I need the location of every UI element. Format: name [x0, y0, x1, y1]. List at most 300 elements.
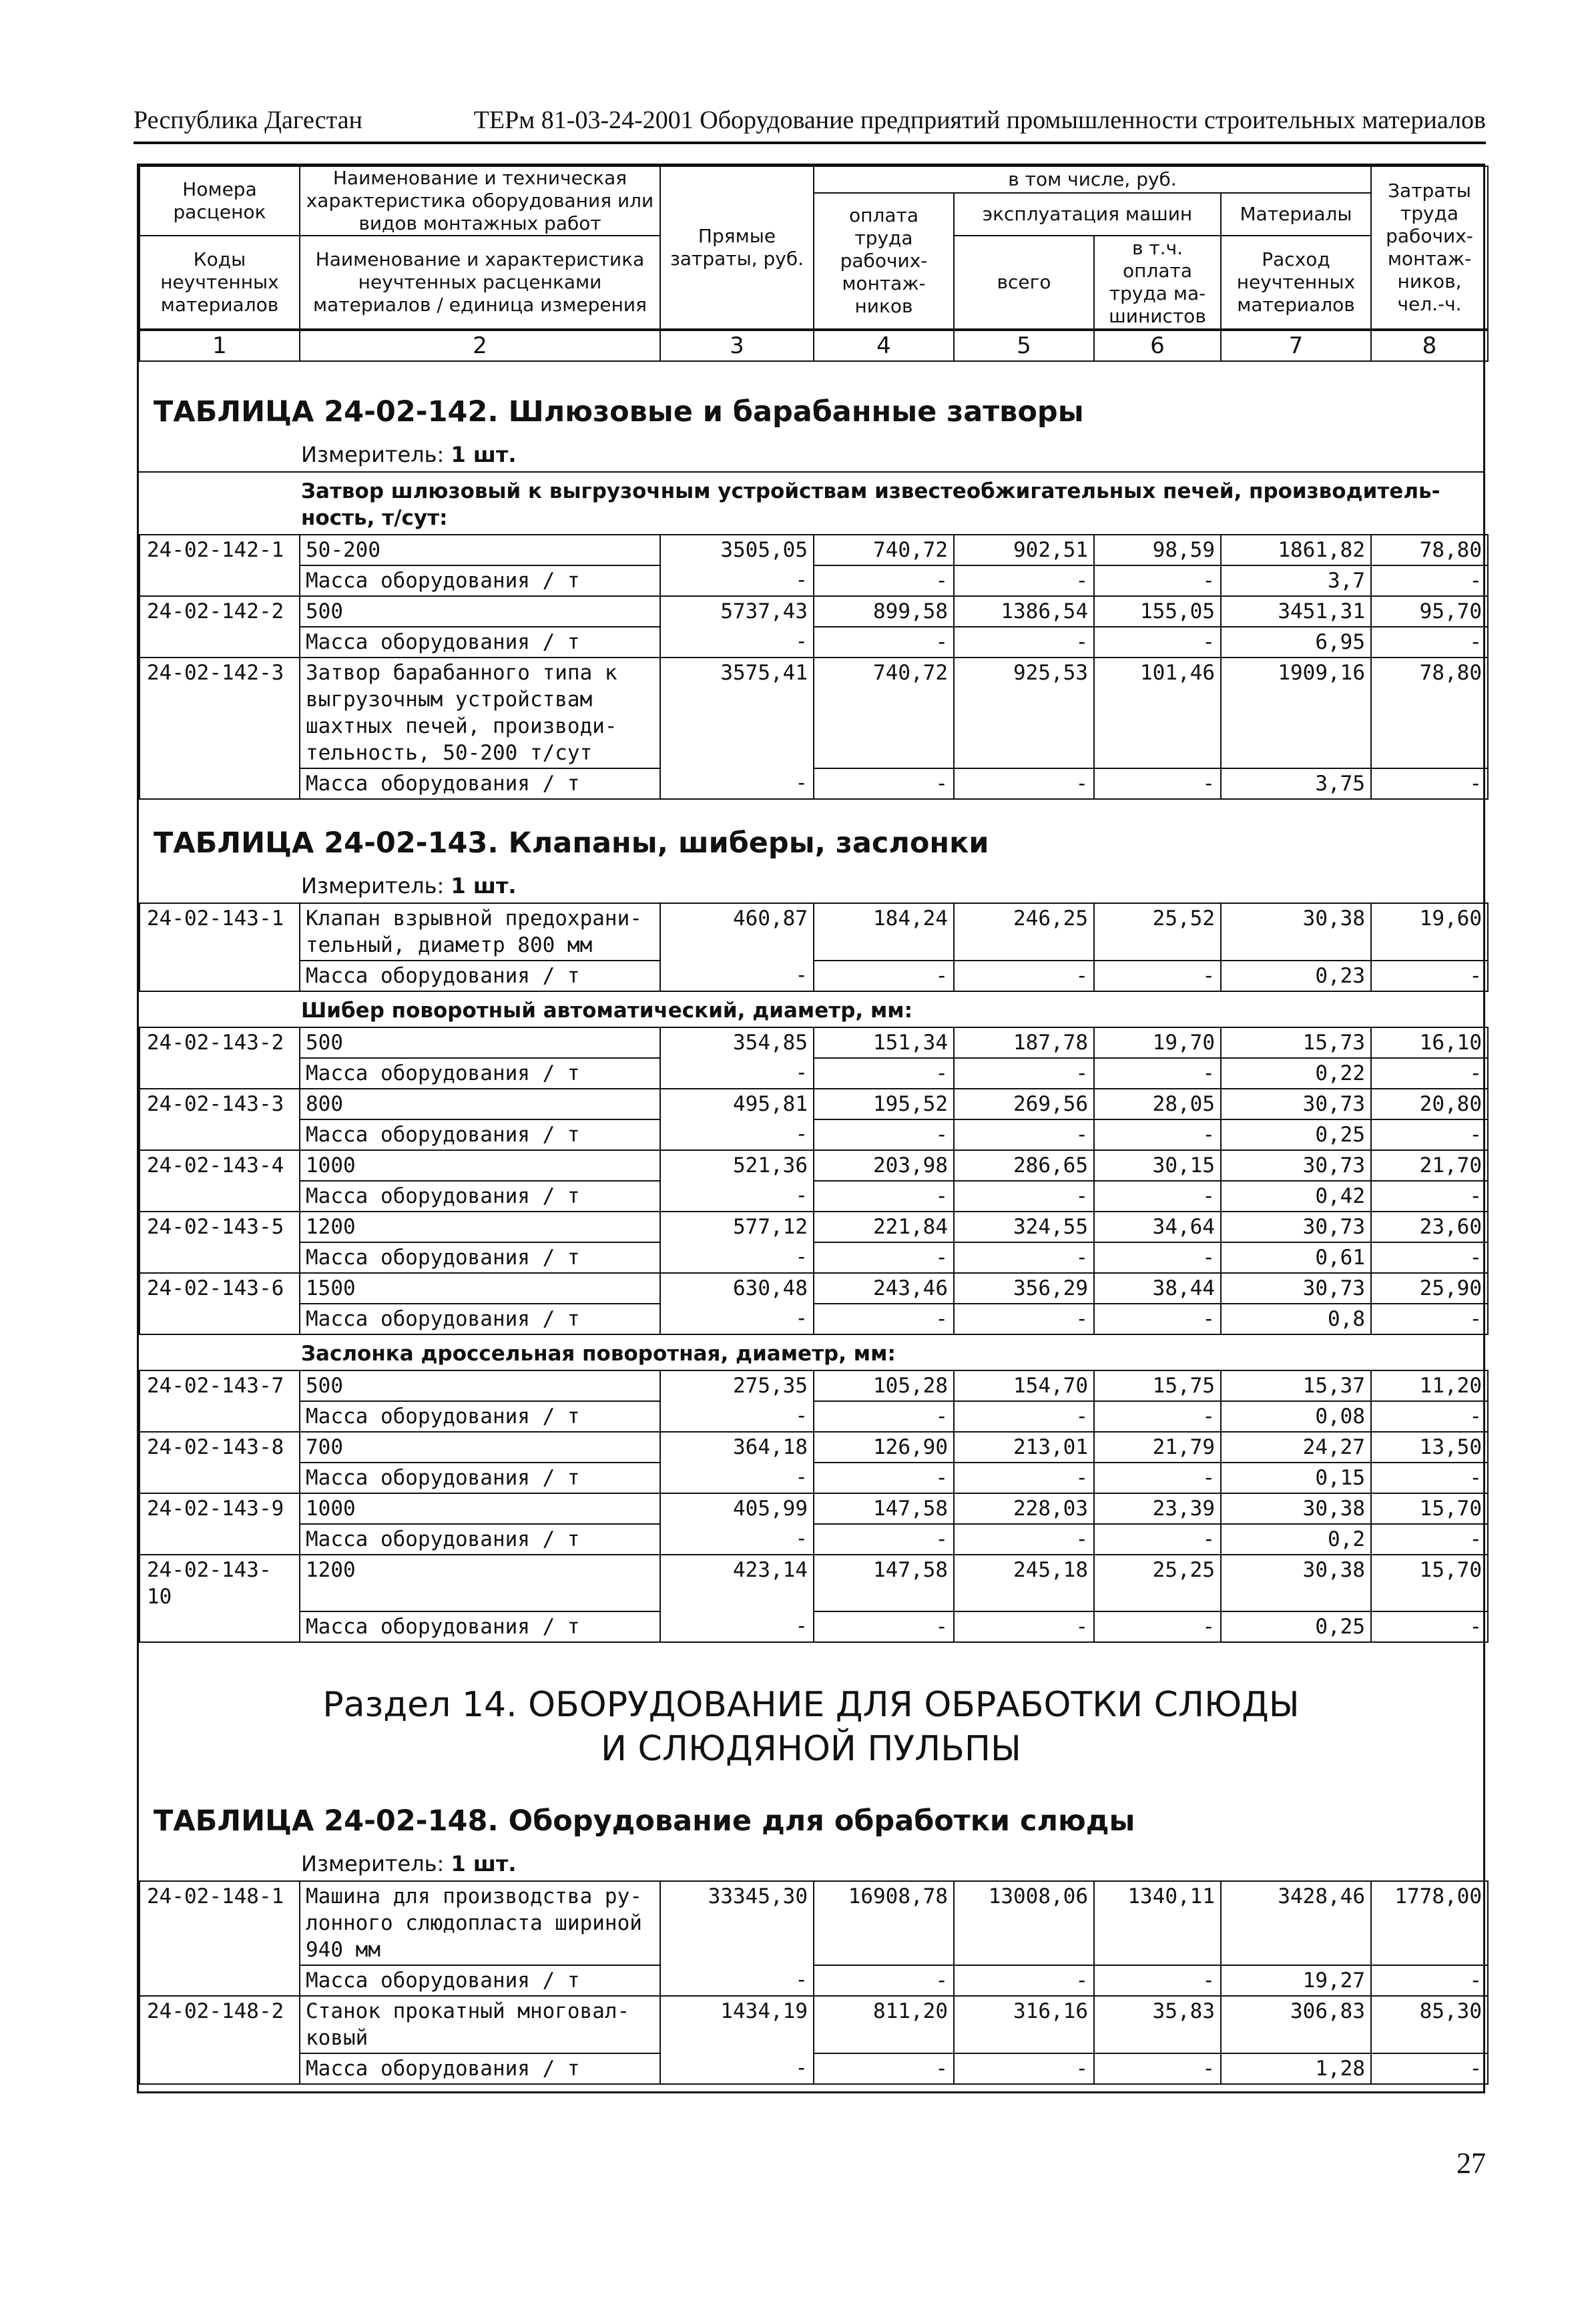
- worker-pay-cell: 811,20: [814, 1996, 954, 2053]
- direct-costs-cell: -: [660, 1119, 814, 1150]
- data-rows: [139, 1880, 1489, 2085]
- rate-code-cell: [140, 1524, 300, 1555]
- table-row: [140, 1027, 1488, 1058]
- material-consumption-cell: 0,22: [1221, 1058, 1371, 1089]
- machinist-pay-cell: -: [1094, 2053, 1221, 2084]
- mass-row: [140, 1401, 1488, 1432]
- header-region: Республика Дагестан: [134, 106, 362, 134]
- machinist-pay-cell: 30,15: [1094, 1150, 1221, 1181]
- worker-pay-cell: -: [814, 1524, 954, 1555]
- material-consumption-cell: 3428,46: [1221, 1881, 1371, 1965]
- rate-code-cell: [140, 1401, 300, 1432]
- material-consumption-cell: 24,27: [1221, 1432, 1371, 1463]
- machines-total-cell: -: [954, 565, 1094, 596]
- rate-code-cell: [140, 1611, 300, 1642]
- work-name-cell: Масса оборудования / т: [300, 768, 660, 799]
- rate-code-cell: [140, 768, 300, 799]
- mass-row: [140, 1965, 1488, 1996]
- material-consumption-cell: 30,73: [1221, 1273, 1371, 1304]
- measure-label: Измеритель:: [301, 873, 445, 898]
- worker-pay-cell: -: [814, 961, 954, 991]
- mass-row: [140, 565, 1488, 596]
- worker-pay-cell: 151,34: [814, 1027, 954, 1058]
- group-subheading: Заслонка дроссельная поворотная, диаметр, мм:: [301, 1342, 896, 1366]
- work-name-cell: Масса оборудования / т: [300, 1181, 660, 1212]
- data-rows: [139, 534, 1489, 800]
- mass-row: [140, 2053, 1488, 2084]
- direct-costs-cell: -: [660, 1181, 814, 1212]
- rate-code-cell: 24-02-143-10: [140, 1555, 300, 1611]
- material-consumption-cell: 1909,16: [1221, 658, 1371, 768]
- direct-costs-cell: 3575,41: [660, 658, 814, 768]
- mass-row: [140, 768, 1488, 799]
- table-row: [140, 1432, 1488, 1463]
- labor-hours-cell: 78,80: [1371, 535, 1488, 565]
- table-header: [139, 166, 1489, 330]
- machines-total-cell: -: [954, 1524, 1094, 1555]
- labor-hours-cell: 25,90: [1371, 1273, 1488, 1304]
- direct-costs-cell: 577,12: [660, 1212, 814, 1242]
- worker-pay-cell: -: [814, 1119, 954, 1150]
- material-consumption-cell: 30,73: [1221, 1089, 1371, 1119]
- material-consumption-cell: 30,38: [1221, 903, 1371, 961]
- machines-total-cell: -: [954, 961, 1094, 991]
- worker-pay-cell: -: [814, 1181, 954, 1212]
- worker-pay-cell: 243,46: [814, 1273, 954, 1304]
- material-consumption-cell: 3,7: [1221, 565, 1371, 596]
- machines-total-cell: -: [954, 627, 1094, 658]
- direct-costs-cell: -: [660, 1611, 814, 1642]
- machines-total-cell: 902,51: [954, 535, 1094, 565]
- worker-pay-cell: 184,24: [814, 903, 954, 961]
- work-name-cell: 500: [300, 1027, 660, 1058]
- machines-total-cell: -: [954, 1401, 1094, 1432]
- header-material-names: Наименование и характеристика неучтенных расценками материалов / единица измерения: [300, 236, 660, 329]
- header-labor-hours: Затраты труда рабочих-монтаж-ников, чел.-ч.: [1371, 166, 1488, 329]
- labor-hours-cell: 85,30: [1371, 1996, 1488, 2053]
- direct-costs-cell: -: [660, 961, 814, 991]
- header-material-codes: Коды неучтенных материалов: [140, 236, 300, 329]
- labor-hours-cell: -: [1371, 1119, 1488, 1150]
- worker-pay-cell: 147,58: [814, 1493, 954, 1524]
- table-row: [140, 1212, 1488, 1242]
- data-rows: [139, 1370, 1489, 1643]
- work-name-cell: 1000: [300, 1493, 660, 1524]
- machinist-pay-cell: 23,39: [1094, 1493, 1221, 1524]
- measure-value: 1 шт.: [451, 873, 517, 898]
- machinist-pay-cell: -: [1094, 627, 1221, 658]
- table-row: [140, 1089, 1488, 1119]
- rate-code-cell: 24-02-143-9: [140, 1493, 300, 1524]
- material-consumption-cell: 1861,82: [1221, 535, 1371, 565]
- table-row: [140, 1996, 1488, 2053]
- direct-costs-cell: -: [660, 1463, 814, 1493]
- direct-costs-cell: -: [660, 1524, 814, 1555]
- header-worker-pay: оплата труда рабочих-монтаж-ников: [814, 193, 954, 329]
- page-number: 27: [1456, 2147, 1486, 2179]
- mass-row: [140, 1304, 1488, 1334]
- group-subheading: Шибер поворотный автоматический, диаметр, мм:: [301, 999, 913, 1023]
- machines-total-cell: 269,56: [954, 1089, 1094, 1119]
- group-subheading: Затвор шлюзовый к выгрузочным устройствам известеобжигательных печей, производитель-ность, т/сут:: [301, 479, 1440, 530]
- machinist-pay-cell: 155,05: [1094, 596, 1221, 627]
- machinist-pay-cell: 35,83: [1094, 1996, 1221, 2053]
- mass-row: [140, 627, 1488, 658]
- labor-hours-cell: -: [1371, 565, 1488, 596]
- rate-code-cell: 24-02-142-1: [140, 535, 300, 565]
- mass-row: [140, 1524, 1488, 1555]
- worker-pay-cell: -: [814, 627, 954, 658]
- header-document-title: ТЕРм 81-03-24-2001 Оборудование предприятий промышленности строительных материалов: [473, 106, 1486, 134]
- measure-label: Измеритель:: [301, 442, 445, 467]
- rate-code-cell: [140, 1242, 300, 1273]
- rate-code-cell: [140, 1119, 300, 1150]
- rate-code-cell: [140, 961, 300, 991]
- rate-code-cell: 24-02-148-1: [140, 1881, 300, 1965]
- table-title: ТАБЛИЦА 24-02-142. Шлюзовые и барабанные затворы: [154, 395, 1084, 429]
- measure-unit: [139, 442, 1483, 471]
- table-row: [140, 1493, 1488, 1524]
- material-consumption-cell: 0,2: [1221, 1524, 1371, 1555]
- rate-code-cell: 24-02-143-1: [140, 903, 300, 961]
- worker-pay-cell: -: [814, 768, 954, 799]
- work-name-cell: 1200: [300, 1212, 660, 1242]
- labor-hours-cell: -: [1371, 768, 1488, 799]
- direct-costs-cell: 275,35: [660, 1370, 814, 1401]
- header-including: в том числе, руб.: [814, 166, 1371, 193]
- machinist-pay-cell: -: [1094, 1242, 1221, 1273]
- labor-hours-cell: 1778,00: [1371, 1881, 1488, 1965]
- machinist-pay-cell: -: [1094, 1304, 1221, 1334]
- material-consumption-cell: 6,95: [1221, 627, 1371, 658]
- direct-costs-cell: 354,85: [660, 1027, 814, 1058]
- machines-total-cell: -: [954, 768, 1094, 799]
- header-work-name: Наименование и техническая характеристика оборудования или видов монтажных работ: [300, 166, 660, 236]
- table-row: [140, 1881, 1488, 1965]
- machines-total-cell: -: [954, 1611, 1094, 1642]
- work-name-cell: Масса оборудования / т: [300, 2053, 660, 2084]
- machines-total-cell: -: [954, 1119, 1094, 1150]
- header-material-consumption: Расход неучтенных материалов: [1221, 236, 1371, 329]
- section-heading-line: И СЛЮДЯНОЙ ПУЛЬПЫ: [601, 1729, 1021, 1769]
- labor-hours-cell: 15,70: [1371, 1493, 1488, 1524]
- rate-code-cell: 24-02-142-3: [140, 658, 300, 768]
- material-consumption-cell: 30,73: [1221, 1212, 1371, 1242]
- machinist-pay-cell: 15,75: [1094, 1370, 1221, 1401]
- data-rows: [139, 903, 1489, 992]
- labor-hours-cell: 16,10: [1371, 1027, 1488, 1058]
- rate-code-cell: 24-02-143-8: [140, 1432, 300, 1463]
- material-consumption-cell: 1,28: [1221, 2053, 1371, 2084]
- work-name-cell: Масса оборудования / т: [300, 1463, 660, 1493]
- labor-hours-cell: -: [1371, 1242, 1488, 1273]
- labor-hours-cell: 21,70: [1371, 1150, 1488, 1181]
- table-row: [140, 1370, 1488, 1401]
- table-row: [140, 1150, 1488, 1181]
- column-number: 3: [660, 330, 814, 361]
- work-name-cell: Машина для производства ру-лонного слюдопласта шириной 940 мм: [300, 1881, 660, 1965]
- header-rule: [134, 142, 1486, 144]
- material-consumption-cell: 0,25: [1221, 1611, 1371, 1642]
- work-name-cell: Масса оборудования / т: [300, 1058, 660, 1089]
- machines-total-cell: -: [954, 1242, 1094, 1273]
- worker-pay-cell: -: [814, 1463, 954, 1493]
- machinist-pay-cell: 1340,11: [1094, 1881, 1221, 1965]
- machinist-pay-cell: 19,70: [1094, 1027, 1221, 1058]
- machines-total-cell: 286,65: [954, 1150, 1094, 1181]
- machines-total-cell: -: [954, 1181, 1094, 1212]
- work-name-cell: Затвор барабанного типа к выгрузочным устройствам шахтных печей, производи-тельность, 50-200 т/сут: [300, 658, 660, 768]
- section-heading: [139, 1643, 1483, 1778]
- machinist-pay-cell: -: [1094, 1058, 1221, 1089]
- labor-hours-cell: -: [1371, 1304, 1488, 1334]
- worker-pay-cell: 221,84: [814, 1212, 954, 1242]
- rate-code-cell: [140, 1304, 300, 1334]
- machinist-pay-cell: -: [1094, 1524, 1221, 1555]
- worker-pay-cell: 195,52: [814, 1089, 954, 1119]
- rate-code-cell: 24-02-148-2: [140, 1996, 300, 2053]
- measure-value: 1 шт.: [451, 442, 517, 467]
- worker-pay-cell: 147,58: [814, 1555, 954, 1611]
- rate-code-cell: 24-02-142-2: [140, 596, 300, 627]
- rate-code-cell: [140, 1463, 300, 1493]
- table-row: [140, 1555, 1488, 1611]
- material-consumption-cell: 0,23: [1221, 961, 1371, 991]
- table-title: ТАБЛИЦА 24-02-143. Клапаны, шиберы, заслонки: [154, 826, 989, 860]
- mass-row: [140, 961, 1488, 991]
- machinist-pay-cell: -: [1094, 565, 1221, 596]
- worker-pay-cell: 126,90: [814, 1432, 954, 1463]
- header-machine-operation: эксплуатация машин: [954, 193, 1221, 236]
- work-name-cell: Масса оборудования / т: [300, 1524, 660, 1555]
- labor-hours-cell: 11,20: [1371, 1370, 1488, 1401]
- labor-hours-cell: -: [1371, 1463, 1488, 1493]
- data-rows: [139, 1027, 1489, 1335]
- material-consumption-cell: 3,75: [1221, 768, 1371, 799]
- direct-costs-cell: -: [660, 1965, 814, 1996]
- labor-hours-cell: -: [1371, 1524, 1488, 1555]
- labor-hours-cell: -: [1371, 1611, 1488, 1642]
- labor-hours-cell: -: [1371, 1181, 1488, 1212]
- measure-unit: [139, 1851, 1483, 1880]
- header-rate-numbers: Номера расценок: [140, 166, 300, 236]
- machines-total-cell: -: [954, 2053, 1094, 2084]
- labor-hours-cell: 95,70: [1371, 596, 1488, 627]
- machines-total-cell: 1386,54: [954, 596, 1094, 627]
- worker-pay-cell: 203,98: [814, 1150, 954, 1181]
- machinist-pay-cell: -: [1094, 1119, 1221, 1150]
- work-name-cell: 1200: [300, 1555, 660, 1611]
- direct-costs-cell: 630,48: [660, 1273, 814, 1304]
- machines-total-cell: 154,70: [954, 1370, 1094, 1401]
- work-name-cell: Станок прокатный многовал-ковый: [300, 1996, 660, 2053]
- work-name-cell: Масса оборудования / т: [300, 627, 660, 658]
- labor-hours-cell: 15,70: [1371, 1555, 1488, 1611]
- material-consumption-cell: 0,15: [1221, 1463, 1371, 1493]
- work-name-cell: Масса оборудования / т: [300, 1965, 660, 1996]
- table-row: [140, 1273, 1488, 1304]
- machines-total-cell: 213,01: [954, 1432, 1094, 1463]
- column-numbers: [139, 330, 1489, 362]
- direct-costs-cell: -: [660, 627, 814, 658]
- column-number: 7: [1221, 330, 1371, 361]
- worker-pay-cell: -: [814, 2053, 954, 2084]
- direct-costs-cell: -: [660, 1304, 814, 1334]
- worker-pay-cell: 899,58: [814, 596, 954, 627]
- machines-total-cell: 925,53: [954, 658, 1094, 768]
- direct-costs-cell: 460,87: [660, 903, 814, 961]
- machines-total-cell: 245,18: [954, 1555, 1094, 1611]
- worker-pay-cell: -: [814, 1058, 954, 1089]
- work-name-cell: 500: [300, 596, 660, 627]
- machines-total-cell: 13008,06: [954, 1881, 1094, 1965]
- header-machinist-pay: в т.ч. оплата труда ма-шинистов: [1094, 236, 1221, 329]
- measure-label: Измеритель:: [301, 1851, 445, 1876]
- material-consumption-cell: 19,27: [1221, 1965, 1371, 1996]
- machines-total-cell: -: [954, 1463, 1094, 1493]
- rate-code-cell: [140, 565, 300, 596]
- rate-code-cell: [140, 1058, 300, 1089]
- worker-pay-cell: 105,28: [814, 1370, 954, 1401]
- machinist-pay-cell: 25,25: [1094, 1555, 1221, 1611]
- worker-pay-cell: -: [814, 1304, 954, 1334]
- machines-total-cell: 316,16: [954, 1996, 1094, 2053]
- rate-code-cell: [140, 627, 300, 658]
- machinist-pay-cell: 98,59: [1094, 535, 1221, 565]
- labor-hours-cell: 19,60: [1371, 903, 1488, 961]
- machinist-pay-cell: 34,64: [1094, 1212, 1221, 1242]
- column-number: 6: [1094, 330, 1221, 361]
- work-name-cell: Масса оборудования / т: [300, 1611, 660, 1642]
- material-consumption-cell: 306,83: [1221, 1996, 1371, 2053]
- direct-costs-cell: -: [660, 565, 814, 596]
- column-number: 5: [954, 330, 1094, 361]
- worker-pay-cell: 740,72: [814, 535, 954, 565]
- machines-total-cell: -: [954, 1965, 1094, 1996]
- direct-costs-cell: 5737,43: [660, 596, 814, 627]
- machines-total-cell: 228,03: [954, 1493, 1094, 1524]
- labor-hours-cell: 13,50: [1371, 1432, 1488, 1463]
- header-materials: Материалы: [1221, 193, 1371, 236]
- column-number: 8: [1371, 330, 1488, 361]
- worker-pay-cell: -: [814, 565, 954, 596]
- material-consumption-cell: 0,42: [1221, 1181, 1371, 1212]
- labor-hours-cell: -: [1371, 1058, 1488, 1089]
- table-row: [140, 596, 1488, 627]
- worker-pay-cell: -: [814, 1401, 954, 1432]
- labor-hours-cell: 78,80: [1371, 658, 1488, 768]
- labor-hours-cell: -: [1371, 627, 1488, 658]
- material-consumption-cell: 15,73: [1221, 1027, 1371, 1058]
- table-title: ТАБЛИЦА 24-02-148. Оборудование для обработки слюды: [154, 1804, 1135, 1838]
- table-row: [140, 658, 1488, 768]
- labor-hours-cell: 23,60: [1371, 1212, 1488, 1242]
- material-consumption-cell: 3451,31: [1221, 596, 1371, 627]
- column-number: 2: [300, 330, 660, 361]
- labor-hours-cell: -: [1371, 2053, 1488, 2084]
- work-name-cell: Масса оборудования / т: [300, 1242, 660, 1273]
- machinist-pay-cell: -: [1094, 1181, 1221, 1212]
- section-heading-line: Раздел 14. ОБОРУДОВАНИЕ ДЛЯ ОБРАБОТКИ СЛЮДЫ: [322, 1685, 1300, 1725]
- work-name-cell: Масса оборудования / т: [300, 1119, 660, 1150]
- rate-code-cell: 24-02-143-2: [140, 1027, 300, 1058]
- rate-code-cell: 24-02-143-4: [140, 1150, 300, 1181]
- direct-costs-cell: 423,14: [660, 1555, 814, 1611]
- mass-row: [140, 1611, 1488, 1642]
- direct-costs-cell: 1434,19: [660, 1996, 814, 2053]
- direct-costs-cell: -: [660, 2053, 814, 2084]
- machines-total-cell: 246,25: [954, 903, 1094, 961]
- material-consumption-cell: 0,08: [1221, 1401, 1371, 1432]
- labor-hours-cell: -: [1371, 1401, 1488, 1432]
- machinist-pay-cell: 21,79: [1094, 1432, 1221, 1463]
- material-consumption-cell: 0,8: [1221, 1304, 1371, 1334]
- machines-total-cell: -: [954, 1304, 1094, 1334]
- price-table: [137, 164, 1485, 2093]
- worker-pay-cell: 16908,78: [814, 1881, 954, 1965]
- machinist-pay-cell: 38,44: [1094, 1273, 1221, 1304]
- rate-code-cell: 24-02-143-6: [140, 1273, 300, 1304]
- mass-row: [140, 1463, 1488, 1493]
- machinist-pay-cell: 28,05: [1094, 1089, 1221, 1119]
- machines-total-cell: 356,29: [954, 1273, 1094, 1304]
- work-name-cell: 50-200: [300, 535, 660, 565]
- column-number: 4: [814, 330, 954, 361]
- material-consumption-cell: 15,37: [1221, 1370, 1371, 1401]
- worker-pay-cell: -: [814, 1242, 954, 1273]
- measure-unit: [139, 873, 1483, 903]
- work-name-cell: 500: [300, 1370, 660, 1401]
- work-name-cell: 700: [300, 1432, 660, 1463]
- worker-pay-cell: -: [814, 1965, 954, 1996]
- column-number: 1: [140, 330, 300, 361]
- machinist-pay-cell: -: [1094, 961, 1221, 991]
- labor-hours-cell: -: [1371, 961, 1488, 991]
- labor-hours-cell: 20,80: [1371, 1089, 1488, 1119]
- material-consumption-cell: 30,38: [1221, 1555, 1371, 1611]
- material-consumption-cell: 30,73: [1221, 1150, 1371, 1181]
- header-direct-costs: Прямые затраты, руб.: [660, 166, 814, 329]
- rate-code-cell: [140, 1965, 300, 1996]
- machines-total-cell: -: [954, 1058, 1094, 1089]
- table-row: [140, 535, 1488, 565]
- machinist-pay-cell: 101,46: [1094, 658, 1221, 768]
- work-name-cell: Масса оборудования / т: [300, 1401, 660, 1432]
- material-consumption-cell: 0,61: [1221, 1242, 1371, 1273]
- direct-costs-cell: -: [660, 1058, 814, 1089]
- machinist-pay-cell: -: [1094, 768, 1221, 799]
- direct-costs-cell: 405,99: [660, 1493, 814, 1524]
- work-name-cell: Масса оборудования / т: [300, 1304, 660, 1334]
- direct-costs-cell: -: [660, 1401, 814, 1432]
- machinist-pay-cell: -: [1094, 1965, 1221, 1996]
- rate-code-cell: 24-02-143-7: [140, 1370, 300, 1401]
- direct-costs-cell: 364,18: [660, 1432, 814, 1463]
- mass-row: [140, 1119, 1488, 1150]
- work-name-cell: 1000: [300, 1150, 660, 1181]
- machinist-pay-cell: -: [1094, 1611, 1221, 1642]
- direct-costs-cell: 495,81: [660, 1089, 814, 1119]
- direct-costs-cell: 521,36: [660, 1150, 814, 1181]
- direct-costs-cell: 33345,30: [660, 1881, 814, 1965]
- worker-pay-cell: -: [814, 1611, 954, 1642]
- mass-row: [140, 1058, 1488, 1089]
- work-name-cell: Клапан взрывной предохрани-тельный, диаметр 800 мм: [300, 903, 660, 961]
- rate-code-cell: 24-02-143-5: [140, 1212, 300, 1242]
- labor-hours-cell: -: [1371, 1965, 1488, 1996]
- direct-costs-cell: -: [660, 768, 814, 799]
- machinist-pay-cell: -: [1094, 1401, 1221, 1432]
